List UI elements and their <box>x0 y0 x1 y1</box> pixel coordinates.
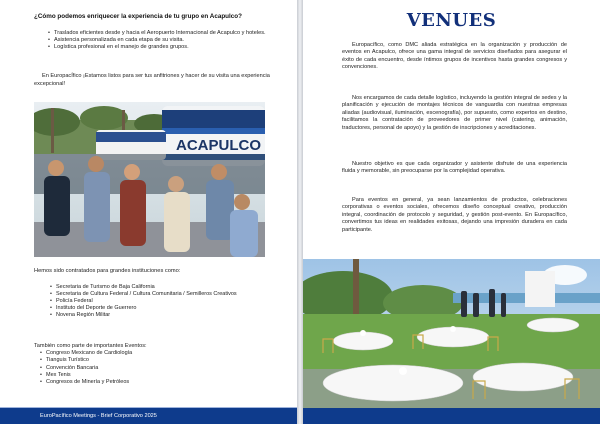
list-item: • Secretaria de Cultura Federal / Cultura Comunitaria / Semilleros Creativos <box>50 291 280 298</box>
services-list <box>48 30 283 52</box>
events-heading: También como parte de importantes Eventos: <box>34 343 147 349</box>
page-footer-bar <box>303 408 600 424</box>
events-list <box>40 350 240 386</box>
list-item: • Mex Tenis <box>40 372 240 379</box>
page-title: VENUES <box>406 10 497 31</box>
list-item: • Congresos de Minería y Petróleos <box>40 379 240 386</box>
list-item: • Novena Región Militar <box>50 312 280 319</box>
bus-sign: ACAPULCO <box>176 137 261 154</box>
section-question: ¿Cómo podemos enriquecer la experiencia de tu grupo en Acapulco? <box>34 13 242 20</box>
group-photo-illustration <box>34 102 265 257</box>
group-arrival-photo <box>34 102 265 257</box>
page-footer: EuroPacífico Meetings - Brief Corporativo 2025 <box>0 407 297 424</box>
venue-photo-illustration <box>303 259 600 408</box>
list-item: • Convención Bancaria <box>40 365 240 372</box>
venue-setup-photo <box>303 259 600 408</box>
list-item: • Secretaria de Turismo de Baja California <box>50 284 280 291</box>
list-item: • Congreso Mexicano de Cardiología <box>40 350 240 357</box>
objective-paragraph: Nuestro objetivo es que cada organizador y asistente disfrute de una experiencia fluida y memorable, sin preocuparse por la complejidad operativa. <box>342 161 567 175</box>
list-item: • Instituto del Deporte de Guerrero <box>50 305 280 312</box>
institutions-list <box>50 284 280 319</box>
list-item: • Traslados eficientes desde y hacia el Aeropuerto Internacional de Acapulco y hoteles. <box>48 30 283 37</box>
events-paragraph: Para eventos en general, ya sean lanzamientos de productos, celebraciones corporativas o eventos sociales, ofrecemos diseño conceptual creativo, producción integral, coordinación de protocolo y seguridad, y gestión post-evento. En Europacífico, convertimos tus ideas en realidades exitosas, dejando una impresión duradera en cada participante. <box>342 197 567 233</box>
right-page <box>303 0 600 424</box>
closing-paragraph: En EuropacÍfico ¡Estamos listos para ser tus anfitriones y hacer de su visita una experiencia excepcional! <box>34 73 270 87</box>
list-item: • Asistencia personalizada en cada etapa de su visita. <box>48 37 283 44</box>
left-page <box>0 0 297 424</box>
list-item: • Policía Federal <box>50 298 280 305</box>
intro-paragraph: Europacífico, como DMC aliada estratégica en la organización y producción de eventos en Acapulco, ofrece una gama integral de servicios diseñados para asegurar el éxito de cada encuentro, desde íntimos grupos de incentivos hasta grandes congresos y convenciones. <box>342 42 567 71</box>
logistics-paragraph: Nos encargamos de cada detalle logístico, incluyendo la gestión integral de sedes y la planificación y ejecución de montajes técnicos de vanguardia con nuestras empresas aliadas (audiovisual, iluminación, escenografía), por supuesto, como expertos en destino, facilitamos la contratación de proveedores de primer nivel (catering, animación, traductores, personal de apoyo) y la gestión de inscripciones y acreditaciones. <box>342 95 567 131</box>
list-item: • Logística profesional en el manejo de grandes grupos. <box>48 44 283 51</box>
list-item: • Tianguis Turístico <box>40 357 240 364</box>
clients-heading: Hemos sido contratados para grandes instituciones como: <box>34 268 181 274</box>
